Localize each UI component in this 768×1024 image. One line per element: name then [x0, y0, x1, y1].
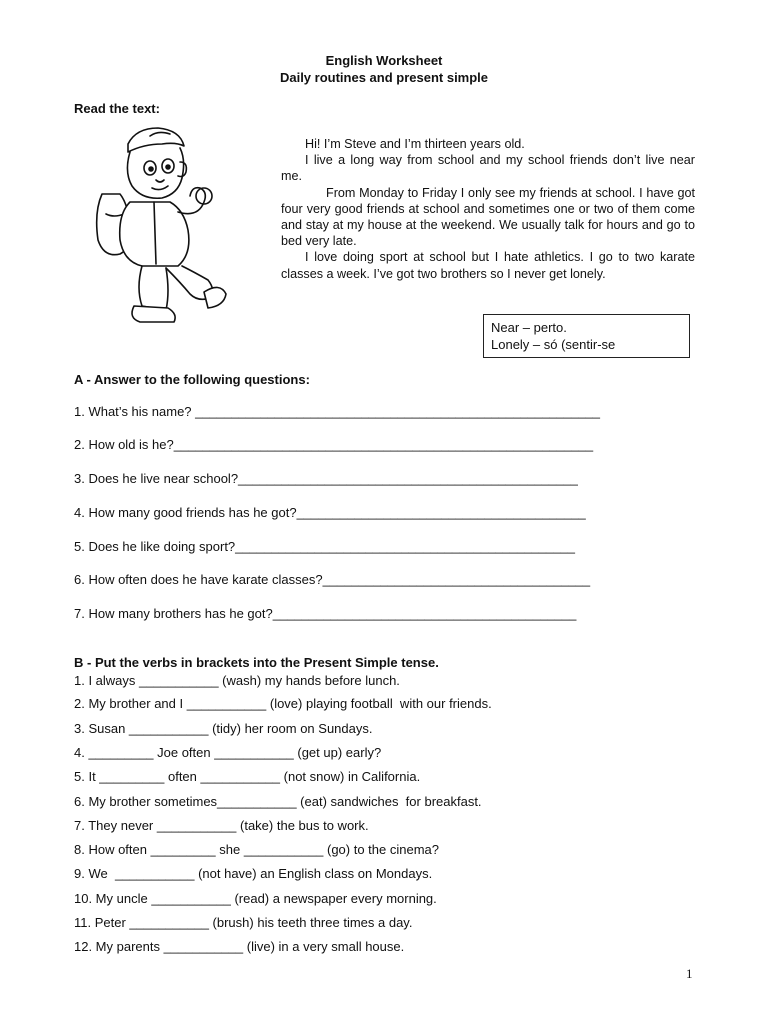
exercise-line: 10. My uncle ___________ (read) a newspaper every morning.	[74, 891, 437, 906]
section-a-heading: A - Answer to the following questions:	[74, 372, 310, 387]
glossary-box	[483, 314, 690, 358]
question-line: 6. How often does he have karate classes?_____________________________________	[74, 572, 591, 587]
question-line: 4. How many good friends has he got?________________________________________	[74, 505, 586, 520]
glossary-entry: Near – perto.	[491, 320, 567, 335]
exercise-line: 11. Peter ___________ (brush) his teeth three times a day.	[74, 915, 413, 930]
section-b-heading: B - Put the verbs in brackets into the Present Simple tense.	[74, 655, 439, 670]
question-line: 7. How many brothers has he got?__________________________________________	[74, 606, 577, 621]
passage-paragraph: I live a long way from school and my school friends don’t live near me.	[281, 153, 695, 184]
exercise-line: 4. _________ Joe often ___________ (get up) early?	[74, 745, 382, 760]
question-line: 3. Does he live near school?_______________________________________________	[74, 471, 578, 486]
passage-paragraph: Hi! I’m Steve and I’m thirteen years old.	[305, 137, 525, 151]
worksheet-title: English Worksheet	[325, 53, 443, 68]
question-line: 2. How old is he?__________________________________________________________	[74, 437, 594, 452]
worksheet-subtitle: Daily routines and present simple	[279, 70, 489, 85]
exercise-line: 12. My parents ___________ (live) in a very small house.	[74, 939, 405, 954]
reading-passage	[281, 136, 695, 282]
exercise-line: 2. My brother and I ___________ (love) playing football with our friends.	[74, 696, 492, 711]
exercise-line: 3. Susan ___________ (tidy) her room on Sundays.	[74, 721, 373, 736]
boy-clipart-image	[58, 122, 270, 332]
page-number: 1	[686, 966, 693, 981]
glossary-entry: Lonely – só (sentir-se	[491, 337, 616, 352]
read-label: Read the text:	[74, 101, 160, 116]
exercise-line: 1. I always ___________ (wash) my hands before lunch.	[74, 673, 400, 688]
exercise-line: 8. How often _________ she ___________ (go) to the cinema?	[74, 842, 439, 857]
exercise-line: 7. They never ___________ (take) the bus to work.	[74, 818, 369, 833]
exercise-line: 9. We ___________ (not have) an English class on Mondays.	[74, 866, 433, 881]
passage-paragraph: I love doing sport at school but I hate athletics. I go to two karate classes a week. I’ve got two brothers so I never get lonely.	[281, 250, 695, 281]
question-line: 5. Does he like doing sport?_______________________________________________	[74, 539, 575, 554]
exercise-line: 6. My brother sometimes___________ (eat) sandwiches for breakfast.	[74, 794, 482, 809]
exercise-line: 5. It _________ often ___________ (not snow) in California.	[74, 769, 421, 784]
question-line: 1. What’s his name? ________________________________________________________	[74, 404, 601, 419]
passage-paragraph: From Monday to Friday I only see my friends at school. I have got four very good friends at school and sometimes one or two of them come and stay at my house at the weekend. We usually talk for hours and go to bed very late.	[281, 185, 695, 249]
